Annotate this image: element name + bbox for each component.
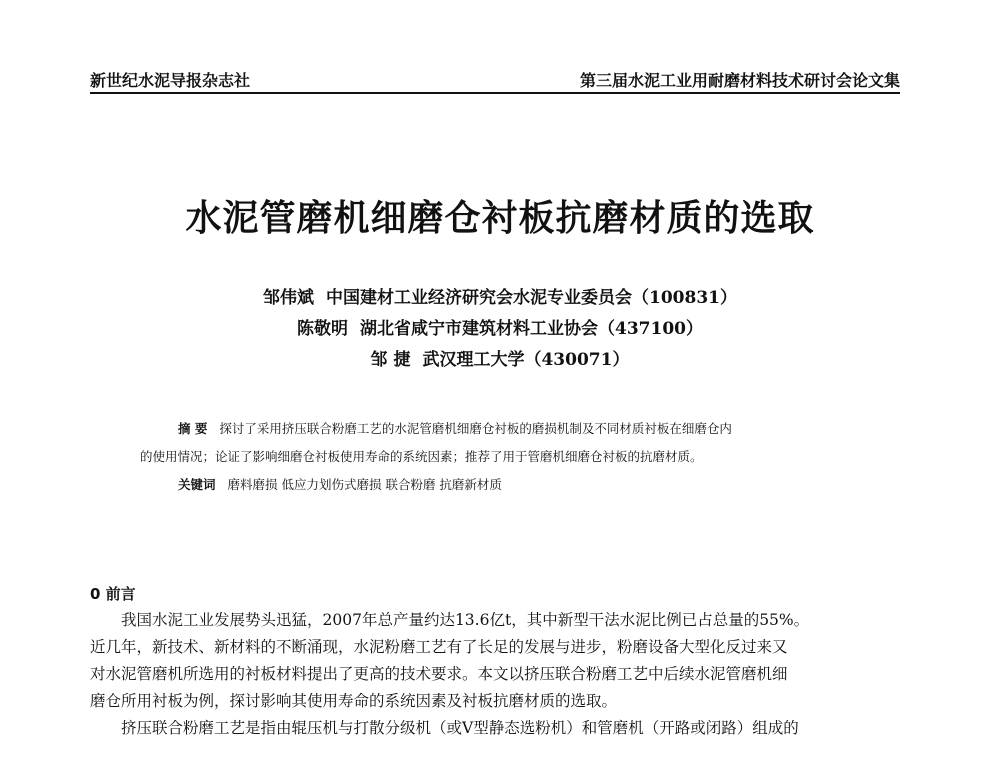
author-line (0, 314, 1000, 345)
author-affiliation: 湖北省咸宁市建筑材料工业协会（437100） (360, 319, 703, 339)
body-line: 对水泥管磨机所选用的衬板材料提出了更高的技术要求。本文以挤压联合粉磨工艺中后续水泥管磨机细 (90, 665, 788, 683)
body-text (90, 607, 905, 742)
author-block (0, 283, 1000, 376)
running-header (90, 68, 900, 94)
body-line: 近几年，新技术、新材料的不断涌现，水泥粉磨工艺有了长足的发展与进步，粉磨设备大型化反过来又 (90, 638, 788, 656)
body-line: 我国水泥工业发展势头迅猛，2007年总产量约达13.6亿t，其中新型干法水泥比例已占总量的55%。 (121, 611, 810, 629)
abstract-block (140, 415, 870, 499)
header-journal: 新世纪水泥导报杂志社 (90, 71, 251, 90)
author-name: 邹伟斌 (263, 288, 314, 308)
abstract-label: 摘 要 (178, 421, 208, 436)
keywords-label: 关键词 (178, 477, 216, 492)
abstract-text-1: 探讨了采用挤压联合粉磨工艺的水泥管磨机细磨仓衬板的磨损机制及不同材质衬板在细磨仓内 (219, 421, 732, 436)
keywords-text: 磨料磨损 低应力划伤式磨损 联合粉磨 抗磨新材质 (227, 477, 502, 492)
paper-title: 水泥管磨机细磨仓衬板抗磨材质的选取 (185, 197, 815, 239)
keywords-line (140, 471, 870, 499)
header-proceedings: 第三届水泥工业用耐磨材料技术研讨会论文集 (579, 71, 900, 90)
section-heading: 0 前言 (90, 585, 136, 603)
body-line: 磨仓所用衬板为例，探讨影响其使用寿命的系统因素及衬板抗磨材质的选取。 (90, 692, 618, 710)
abstract-text-2: 的使用情况；论证了影响细磨仓衬板使用寿命的系统因素；推荐了用于管磨机细磨仓衬板的抗磨材质。 (140, 449, 703, 464)
author-name: 陈敬明 (297, 319, 348, 339)
author-line (0, 345, 1000, 376)
author-name: 邹 捷 (370, 350, 411, 370)
abstract-line (140, 415, 870, 443)
author-affiliation: 中国建材工业经济研究会水泥专业委员会（100831） (326, 288, 737, 308)
body-line: 挤压联合粉磨工艺是指由辊压机与打散分级机（或V型静态选粉机）和管磨机（开路或闭路）组成的 (121, 719, 799, 737)
author-affiliation: 武汉理工大学（430071） (422, 350, 630, 370)
author-line (0, 283, 1000, 314)
